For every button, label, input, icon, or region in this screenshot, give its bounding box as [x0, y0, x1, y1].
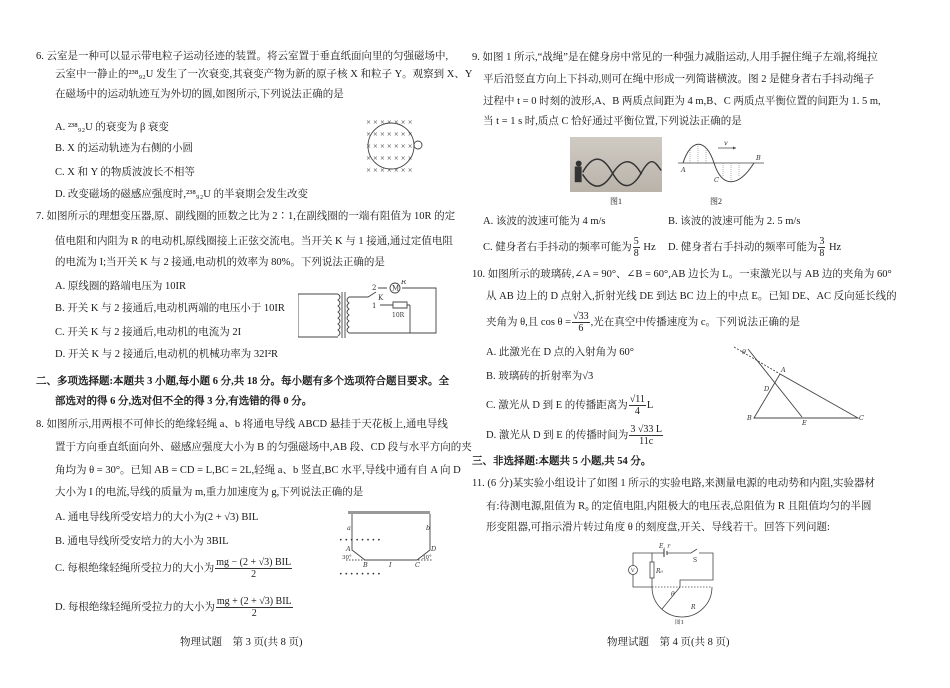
vertex-c-label: C — [859, 414, 864, 422]
cos-theta-fraction — [572, 311, 590, 334]
angle-label-left: 30° — [342, 555, 352, 561]
q6-line-3: 在磁场中的运动轨迹互为外切的圆,如图所示,下列说法正确的是 — [55, 89, 344, 100]
q6-option-c: C. X 和 Y 的物质波波长不相等 — [55, 167, 195, 178]
switch-label: S — [693, 557, 698, 564]
rope-b-label: b — [426, 524, 431, 532]
section-2-heading-line-1: 二、多项选择题:本题共 3 小题,每小题 6 分,共 18 分。每小题有多个选项符合题目要求。全 — [36, 376, 449, 387]
q8-option-c-fraction — [215, 557, 292, 580]
terminal-1-label: 1 — [372, 302, 377, 310]
q6-option-b: B. X 的运动轨迹为右侧的小圆 — [55, 143, 193, 154]
q10-line-3-suffix: ,光在真空中传播速度为 c。下列说法正确的是 — [590, 316, 801, 328]
q8-wire-figure — [338, 510, 438, 578]
q9-option-c — [483, 236, 656, 259]
q8-option-d-fraction — [216, 596, 293, 619]
q8-line-1: 8. 如图所示,用两根不可伸长的绝缘轻绳 a、b 将通电导线 ABCD 悬挂于天花板上,通电导线 — [36, 419, 448, 430]
point-d-label: D — [431, 545, 437, 553]
svg-text:× × × × × × ×: × × × × × × × — [366, 143, 413, 150]
q9-option-c-text: C. 健身者右手抖动的频率可能为 — [483, 241, 632, 253]
q8-option-b: B. 通电导线所受安培力的大小为 3BIL — [55, 536, 229, 547]
q10-option-d-fraction — [629, 424, 663, 447]
q10-glass-prism-figure — [732, 344, 864, 426]
q9-line-1: 9. 如图 1 所示,“战绳”是在健身房中常见的一种强力减脂运动,人用手握住绳子左端,将绳拉 — [472, 52, 878, 63]
q7-option-c: C. 开关 K 与 2 接通后,电动机的电流为 2I — [55, 327, 242, 338]
right-page-footer: 物理试题 第 4 页(共 8 页) — [607, 637, 730, 648]
section-3-heading: 三、非选择题:本题共 5 小题,共 54 分。 — [472, 456, 652, 467]
svg-text:• • • • • • • •: • • • • • • • • — [339, 537, 381, 544]
q9-line-2: 平后沿竖直方向上下抖动,则可在绳中形成一列简谐横波。图 2 是健身者右手抖动绳子 — [483, 74, 875, 85]
point-e-label: E — [802, 419, 807, 426]
q7-line-3: 的电流为 I;当开关 K 与 2 接通,电动机的效率为 80%。下列说法正确的是 — [55, 257, 385, 268]
q9-option-d-fraction — [818, 236, 825, 259]
q6-option-d: D. 改变磁场的磁感应强度时,²³⁸₉₂U 的半衰期会发生改变 — [55, 189, 308, 200]
current-label: I — [389, 561, 392, 569]
q9-option-d-text: D. 健身者右手抖动的频率可能为 — [668, 241, 818, 253]
svg-text:• • • • • • • •: • • • • • • • • — [339, 571, 381, 578]
vertex-a-label: A — [781, 366, 786, 374]
numerator: mg − (2 + √3) BIL — [216, 557, 292, 568]
q10-option-c-fraction — [629, 394, 646, 417]
numerator: 3 — [819, 236, 825, 247]
q9-option-b: B. 该波的波速可能为 2. 5 m/s — [668, 216, 801, 227]
denominator: 8 — [633, 248, 639, 259]
voltmeter-label: V — [631, 568, 635, 574]
numerator: mg + (2 + √3) BIL — [216, 596, 292, 607]
q9-waveform-figure — [676, 140, 766, 196]
rope-a-label: a — [347, 524, 351, 532]
q11-line-1: 11. (6 分)某实验小组设计了如图 1 所示的实验电路,来测量电源的电动势和内阻,实验器材 — [472, 478, 875, 489]
svg-text:× × × × × × ×: × × × × × × × — [366, 167, 413, 174]
fig1-caption: 图1 — [610, 197, 622, 206]
point-c-label: C — [415, 561, 420, 569]
q10-option-d-text: D. 激光从 D 到 E 的传播时间为 — [486, 429, 629, 441]
numerator: √33 — [573, 311, 589, 322]
left-page-footer: 物理试题 第 3 页(共 8 页) — [180, 637, 303, 648]
fig1-caption: 图1 — [675, 620, 684, 625]
q6-line-1: 6. 云室是一种可以显示带电粒子运动径迹的装置。将云室置于垂直纸面向里的匀强磁场中, — [36, 51, 449, 62]
q9-line-3: 过程中 t = 0 时刻的波形,A、B 两质点间距为 4 m,B、C 两质点平衡位置的间距为 1. 5 m, — [483, 96, 881, 107]
q10-option-c-text: C. 激光从 D 到 E 的传播距离为 — [486, 399, 628, 411]
q10-option-b: B. 玻璃砖的折射率为√3 — [486, 371, 594, 382]
svg-text:× × × × × × ×: × × × × × × × — [366, 131, 413, 138]
q8-line-3: 角均为 θ = 30°。已知 AB = CD = L,BC = 2L,轻绳 a、b 竖直,BC 水平,导线中通有自 A 向 D — [55, 465, 461, 476]
q7-option-a: A. 原线圈的路端电压为 10IR — [55, 281, 186, 292]
fig2-caption: 图2 — [710, 197, 722, 206]
q11-line-3: 形变阻器,可指示滑片转过角度 θ 的刻度盘,开关、导线若干。回答下列问题: — [486, 522, 830, 533]
point-b-label: B — [363, 561, 368, 569]
denominator: 2 — [251, 569, 257, 580]
unit: Hz — [643, 241, 656, 253]
q8-option-d-text: D. 每根绝缘轻绳所受拉力的大小为 — [55, 601, 215, 613]
q8-option-a: A. 通电导线所受安培力的大小为(2 + √3) BIL — [55, 512, 259, 523]
q11-line-2: 有:待测电源,阻值为 R₀ 的定值电阻,内阻极大的电压表,总阻值为 R 且阻值均匀的半圆 — [486, 501, 872, 512]
velocity-label: v — [724, 140, 728, 147]
motor-label: M — [392, 284, 400, 293]
q8-option-c — [55, 557, 293, 580]
q8-option-d — [55, 596, 294, 619]
section-2-heading-line-2: 部选对的得 6 分,选对但不全的得 3 分,有选错的得 0 分。 — [55, 396, 313, 407]
q11-circuit-figure — [627, 543, 717, 625]
q10-line-3 — [486, 311, 800, 334]
q10-line-3-text: 夹角为 θ,且 cos θ = — [486, 316, 572, 328]
q8-line-2: 置于方向垂直纸面向外、磁感应强度大小为 B 的匀强磁场中,AB 段、CD 段与水平方向的夹 — [55, 442, 472, 453]
q10-option-c — [486, 394, 653, 417]
vertex-b-label: B — [747, 414, 752, 422]
denominator: 4 — [634, 406, 640, 417]
denominator: 2 — [251, 608, 257, 619]
point-d-label: D — [764, 385, 770, 393]
q9-line-4: 当 t = 1 s 时,质点 C 恰好通过平衡位置,下列说法正确的是 — [483, 116, 742, 127]
q8-line-4: 大小为 I 的电流,导线的质量为 m,重力加速度为 g,下列说法正确的是 — [55, 487, 364, 498]
q8-option-c-text: C. 每根绝缘轻绳所受拉力的大小为 — [55, 562, 215, 574]
rheostat-label: R — [691, 604, 696, 611]
battle-rope-photo — [570, 137, 662, 192]
svg-text:× × × × × × ×: × × × × × × × — [366, 119, 413, 126]
angle-label-right: 30° — [422, 555, 432, 561]
numerator: 3 √33 L — [630, 424, 662, 435]
q10-line-2: 从 AB 边上的 D 点射入,折射光线 DE 到达 BC 边上的中点 E。已知 DE、AC 反向延长线的 — [486, 291, 897, 302]
svg-text:× × × × × × ×: × × × × × × × — [366, 155, 413, 162]
denominator: 6 — [578, 323, 584, 334]
numerator: 5 — [633, 236, 639, 247]
q7-line-1: 7. 如图所示的理想变压器,原、副线圈的匝数之比为 2∶1,在副线圈的一端有阻值为 10R 的定 — [36, 211, 456, 222]
point-c-label: C — [714, 176, 719, 184]
terminal-2-label: 2 — [372, 284, 377, 292]
source-label: E, r — [659, 543, 671, 550]
q7-option-b: B. 开关 K 与 2 接通后,电动机两端的电压小于 10IR — [55, 303, 285, 314]
point-a-label: A — [346, 545, 351, 553]
q6-line-2: 云室中一静止的²³⁸₉₂U 发生了一次衰变,其衰变产物为新的原子核 X 和粒子 Y。观察到 X、Y — [55, 69, 473, 80]
motor-r-label: R — [401, 280, 407, 286]
q6-option-a: A. ²³⁸₉₂U 的衰变为 β 衰变 — [55, 122, 169, 133]
switch-k-label: K — [378, 294, 384, 302]
theta-label: θ — [671, 591, 675, 598]
q7-option-d: D. 开关 K 与 2 接通后,电动机的机械功率为 32I²R — [55, 349, 279, 360]
theta-label: θ — [742, 348, 746, 356]
r0-label: R₀ — [656, 568, 663, 575]
q9-option-d — [668, 236, 841, 259]
q6-magnetic-field-figure — [364, 116, 444, 174]
q7-line-2: 值电阻和内阻为 R 的电动机,原线圈接上正弦交流电。当开关 K 与 1 接通,通过定值电阻 — [55, 236, 453, 247]
q7-transformer-circuit — [298, 280, 438, 340]
point-b-label: B — [756, 154, 761, 162]
denominator: 11c — [639, 436, 654, 447]
q9-option-a: A. 该波的波速可能为 4 m/s — [483, 216, 606, 227]
unit: Hz — [828, 241, 842, 253]
q9-option-c-fraction — [633, 236, 640, 259]
q10-option-a: A. 此激光在 D 点的入射角为 60° — [486, 347, 634, 358]
point-a-label: A — [681, 166, 686, 174]
unit: L — [646, 399, 654, 411]
q10-line-1: 10. 如图所示的玻璃砖,∠A = 90°、∠B = 60°,AB 边长为 L。一束激光以与 AB 边的夹角为 60° — [472, 269, 892, 280]
resistor-label: 10R — [392, 312, 405, 319]
q10-option-d — [486, 424, 664, 447]
numerator: √11 — [629, 394, 645, 405]
denominator: 8 — [819, 248, 825, 259]
